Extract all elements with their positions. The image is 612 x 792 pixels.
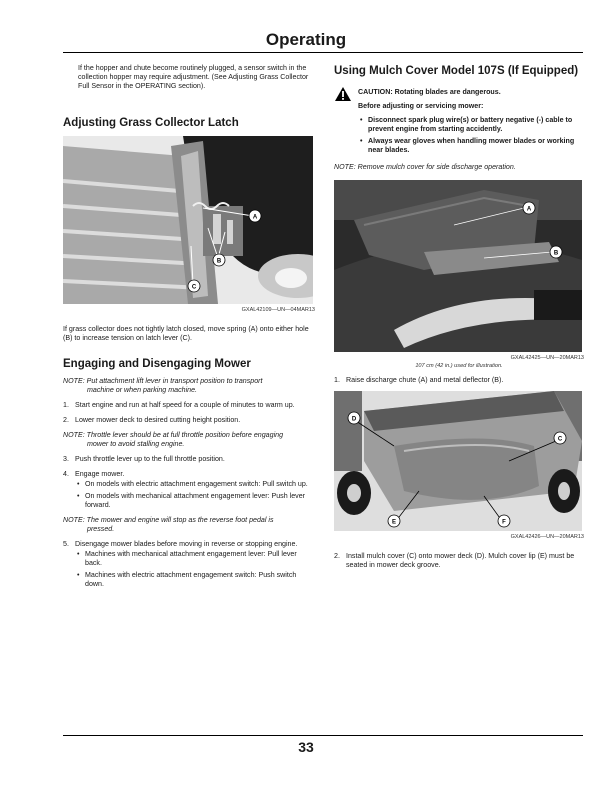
right-column <box>334 64 584 576</box>
steps-list-1 <box>63 401 315 425</box>
callout-c: C <box>557 436 563 443</box>
bullet-item: • Machines with electric attachment engagement switch: Push switch down. <box>75 571 315 589</box>
mulch-steps-2 <box>334 552 584 570</box>
figure-discharge-chute <box>334 180 582 352</box>
caution-title: CAUTION: Rotating blades are dangerous. <box>358 88 501 96</box>
callout-b: B <box>216 258 222 265</box>
list-item: 5. Disengage mower blades before moving in reverse or stopping engine. • Machines with mechanical attachment engagement lever: Pull lever back. • Machines with electric attachment engagement switch: Push switch down. <box>63 540 315 589</box>
steps-list-3 <box>63 540 315 589</box>
caution-bullet: • Always wear gloves when handling mower blades or working near blades. <box>358 137 584 155</box>
caution-box <box>334 88 584 155</box>
list-item: 4. Engage mower. • On models with electric attachment engagement switch: Pull switch up. • On models with mechanical attachment engagement lever: Push lever forward. <box>63 470 315 510</box>
list-item: 1. Raise discharge chute (A) and metal deflector (B). <box>334 376 504 384</box>
callout-b: B <box>553 250 559 257</box>
callout-c: C <box>191 284 197 291</box>
caution-subtitle: Before adjusting or servicing mower: <box>358 102 484 110</box>
page-number: 33 <box>298 739 314 755</box>
warning-icon <box>334 86 352 102</box>
caution-bullet: • Disconnect spark plug wire(s) or battery negative (-) cable to prevent engine from starting accidently. <box>358 116 584 134</box>
steps-list-2 <box>63 455 315 510</box>
list-item: 3. Push throttle lever up to the full throttle position. <box>63 455 225 463</box>
note-mulch: NOTE: Remove mulch cover for side discharge operation. <box>334 163 516 171</box>
list-item: 1. Start engine and run at half speed for a couple of minutes to warm up. <box>63 401 295 409</box>
footer-rule <box>63 735 583 736</box>
header-rule <box>63 52 583 53</box>
list-item: 2. Install mulch cover (C) onto mower deck (D). Mulch cover lip (E) must be seated in mower deck groove. <box>334 552 575 569</box>
bullet-item: • On models with electric attachment engagement switch: Pull switch up. <box>75 480 315 489</box>
note-throttle: NOTE: Throttle lever should be at full throttle position before engaging mower to avoid stalling engine. <box>63 431 284 448</box>
callout-e: E <box>391 519 397 526</box>
figure-code: GXAL42109—UN—04MAR13 <box>241 307 315 313</box>
section-heading-engaging: Engaging and Disengaging Mower <box>63 358 251 370</box>
page-title: Operating <box>265 30 347 49</box>
section-heading-mulch: Using Mulch Cover Model 107S (If Equipped) <box>334 65 579 77</box>
bullet-item: • On models with mechanical attachment engagement lever: Push lever forward. <box>75 492 315 510</box>
mulch-cover-photo <box>334 391 582 531</box>
latch-photo <box>63 136 313 304</box>
callout-a: A <box>252 214 258 221</box>
callout-f: F <box>502 519 506 526</box>
latch-instructions: If grass collector does not tightly latch closed, move spring (A) onto either hole (B) to increase tension on latch lever (C). <box>63 325 309 342</box>
chute-photo <box>334 180 582 352</box>
figure-code: GXAL42425—UN—20MAR13 <box>510 355 584 361</box>
figure-grass-collector-latch <box>63 136 313 304</box>
list-item: 2. Lower mower deck to desired cutting height position. <box>63 416 241 424</box>
note-reverse: NOTE: The mower and engine will stop as the reverse foot pedal is pressed. <box>63 516 274 533</box>
callout-a: A <box>526 206 532 213</box>
section-heading-latch: Adjusting Grass Collector Latch <box>63 117 239 129</box>
callout-d: D <box>351 416 357 423</box>
left-column <box>63 64 315 595</box>
note-transport: NOTE: Put attachment lift lever in transport position to transport machine or when parking machine. <box>63 377 263 394</box>
intro-paragraph: If the hopper and chute become routinely plugged, a sensor switch in the collection hopper may require adjustment. (See Adjusting Grass Collector Full Sensor in the OPERATING section). <box>78 64 309 90</box>
mulch-steps-1 <box>334 376 584 385</box>
figure-caption: 107 cm (42 in.) used for illustration. <box>415 363 503 369</box>
figure-mulch-cover <box>334 391 582 531</box>
bullet-item: • Machines with mechanical attachment engagement lever: Pull lever back. <box>75 550 315 568</box>
figure-code: GXAL42426—UN—20MAR13 <box>510 534 584 540</box>
